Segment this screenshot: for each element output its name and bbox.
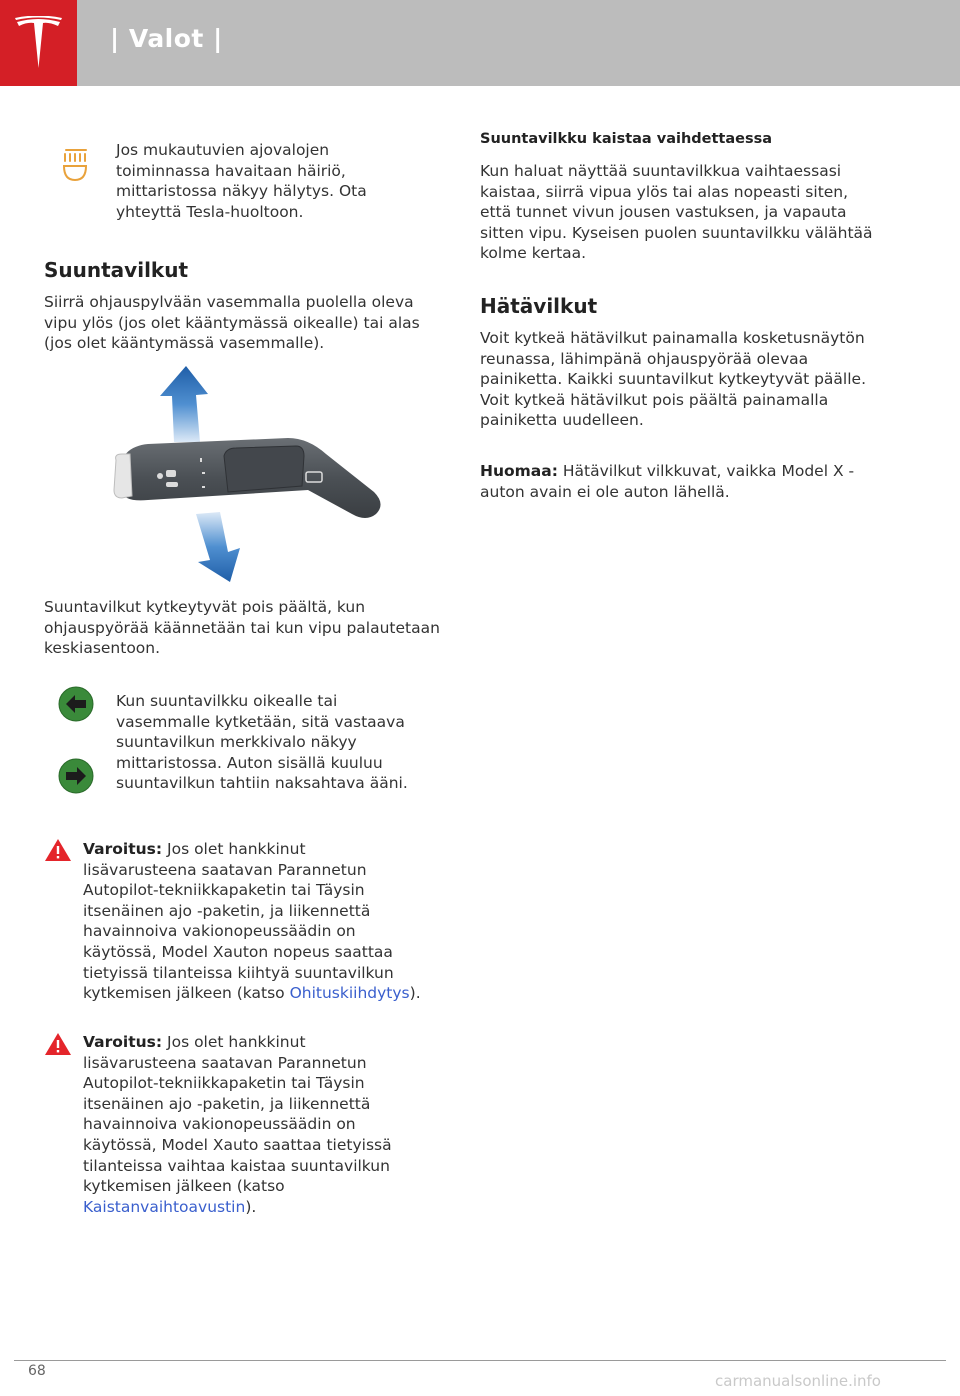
warning-end: ). — [245, 1197, 257, 1216]
warning-end: ). — [409, 984, 421, 1003]
warning-text: Jos olet hankkinut lisävarusteena saatavan Parannetun Autopilot-tekniikkapaketin tai Täysin itsenäinen ajo -paketin, ja liikennettä havainnoiva vakionopeussäädin on käytössä, Model Xauton nopeus saattaa tietyissä tilanteissa kiihtyä suuntavilkun kytkemisen jälkeen (katso — [83, 840, 394, 1003]
turn-signal-stalk-illustration — [108, 364, 390, 584]
lane-change-text: Kun haluat näyttää suuntavilkkua vaihtaessasi kaistaa, siirrä vipua ylös tai alas nopeasti siten, että tunnet vivun jousen vastuksen, ja vapauta sitten vipu. Kyseisen puolen suuntavilkku välähtää kolme kertaa. — [480, 162, 873, 263]
footer-divider — [14, 1360, 946, 1361]
overtake-acceleration-link[interactable]: Ohituskiihdytys — [289, 984, 410, 1003]
section-header-title: | Valot | — [110, 24, 223, 53]
adaptive-headlight-note: Jos mukautuvien ajovalojen toiminnassa havaitaan häiriö, mittaristossa näkyy hälytys. Ota yhteyttä Tesla-huoltoon. — [116, 141, 367, 221]
warning-text: Jos olet hankkinut lisävarusteena saatavan Parannetun Autopilot-tekniikkapaketin tai Täysin itsenäinen ajo -paketin, ja liikennettä havainnoiva vakionopeussäädin on käytössä, Model Xauto saattaa tietyissä tilanteissa vaihtaa kaistaa suuntavilkun kytkemisen jälkeen (katso — [83, 1033, 392, 1196]
note-text: Hätävilkut vilkkuvat, vaikka Model X -auton avain ei ole auton lähellä. — [480, 462, 855, 501]
page-header — [0, 0, 960, 86]
turn-signals-off-text: Suuntavilkut kytkeytyvät pois päältä, kun ohjauspyörää käännetään tai kun vipu palautetaan keskiasentoon. — [44, 598, 440, 658]
hazard-lights-text: Voit kytkeä hätävilkut painamalla kosketusnäytön reunassa, lähimpänä ohjauspyörää olevaa painiketta. Kaikki suuntavilkut kytkeytyvät päälle. Voit kytkeä hätävilkut pois päältä painamalla painiketta uudelleen. — [480, 329, 867, 430]
left-turn-indicator-icon — [58, 686, 94, 722]
watermark: carmanualsonline.info — [715, 1372, 881, 1390]
tesla-logo-icon — [13, 16, 64, 70]
adaptive-headlight-warning-icon — [56, 140, 96, 190]
logo-box — [0, 0, 77, 86]
lane-change-title: Suuntavilkku kaistaa vaihdettaessa — [480, 131, 773, 147]
note-label: Huomaa: — [480, 462, 558, 480]
hazard-note — [480, 461, 880, 502]
warning-lane-change — [83, 1032, 423, 1217]
turn-indicator-note: Kun suuntavilkku oikealle tai vasemmalle kytketään, sitä vastaava suuntavilkun merkkivalo näkyy mittaristossa. Auton sisällä kuuluu suuntavilkun tahtiin naksahtava ääni. — [116, 692, 408, 793]
warning-triangle-icon — [44, 1032, 72, 1056]
warning-triangle-icon — [44, 838, 72, 862]
right-turn-indicator-icon — [58, 758, 94, 794]
lane-change-assist-link[interactable]: Kaistanvaihtoavustin — [83, 1197, 246, 1216]
page-number: 68 — [28, 1363, 46, 1379]
warning-label: Varoitus: — [83, 840, 163, 858]
hazard-lights-title: Hätävilkut — [480, 294, 598, 318]
warning-overtake — [83, 839, 423, 1004]
turn-signals-intro: Siirrä ohjauspylvään vasemmalla puolella oleva vipu ylös (jos olet kääntymässä oikealle) tai alas (jos olet kääntymässä vasemmalle). — [44, 293, 420, 353]
warning-label: Varoitus: — [83, 1033, 163, 1051]
turn-signals-title: Suuntavilkut — [44, 258, 189, 282]
